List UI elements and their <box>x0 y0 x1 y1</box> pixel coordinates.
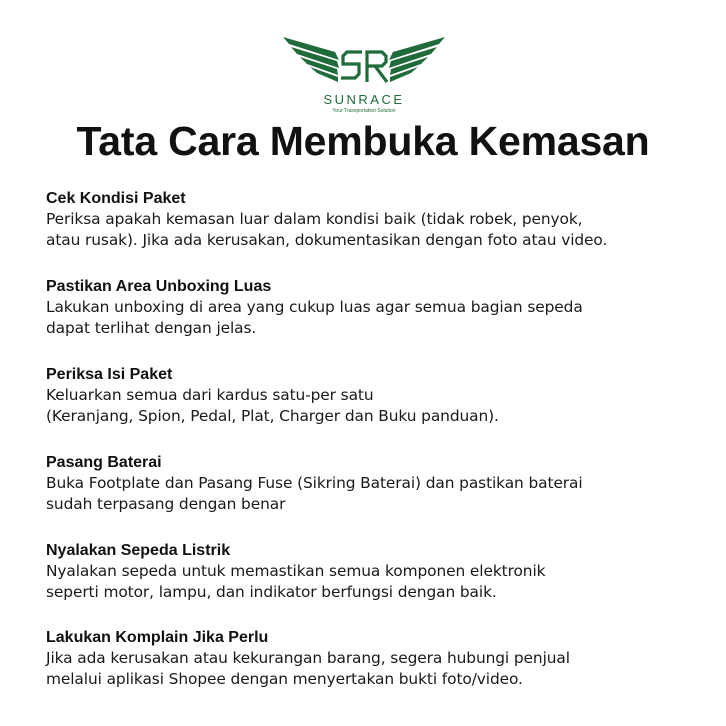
step-line: seperti motor, lampu, dan indikator berfungsi dengan baik. <box>46 583 497 601</box>
step-heading: Lakukan Komplain Jika Perlu <box>46 629 269 646</box>
brand-name: SUNRACE <box>323 92 405 107</box>
step-pastikan-area-unboxing <box>46 276 706 339</box>
step-line: melalui aplikasi Shopee dengan menyertakan bukti foto/video. <box>46 670 523 688</box>
step-line: Keluarkan semua dari kardus satu-per satu <box>46 386 374 404</box>
step-heading: Pastikan Area Unboxing Luas <box>46 278 272 295</box>
step-line: (Keranjang, Spion, Pedal, Plat, Charger dan Buku panduan). <box>46 407 499 425</box>
step-cek-kondisi-paket <box>46 188 706 251</box>
step-line: sudah terpasang dengan benar <box>46 495 286 513</box>
step-line: Nyalakan sepeda untuk memastikan semua komponen elektronik <box>46 562 546 580</box>
step-line: Buka Footplate dan Pasang Fuse (Sikring Baterai) dan pastikan baterai <box>46 474 583 492</box>
brand-tagline: Your Trasnportation Solution <box>332 108 396 114</box>
step-line: atau rusak). Jika ada kerusakan, dokumentasikan dengan foto atau video. <box>46 231 608 249</box>
step-heading: Pasang Baterai <box>46 454 162 471</box>
winged-logo-icon <box>283 34 445 94</box>
page-title: Tata Cara Membuka Kemasan <box>76 118 650 164</box>
step-line: dapat terlihat dengan jelas. <box>46 319 257 337</box>
step-line: Jika ada kerusakan atau kekurangan barang, segera hubungi penjual <box>46 649 570 667</box>
step-line: Periksa apakah kemasan luar dalam kondisi baik (tidak robek, penyok, <box>46 210 583 228</box>
step-heading: Nyalakan Sepeda Listrik <box>46 542 231 559</box>
step-periksa-isi-paket <box>46 364 706 427</box>
step-heading: Cek Kondisi Paket <box>46 190 186 207</box>
step-nyalakan-sepeda <box>46 540 706 603</box>
step-heading: Periksa Isi Paket <box>46 366 173 383</box>
step-lakukan-komplain <box>46 627 706 690</box>
step-line: Lakukan unboxing di area yang cukup luas agar semua bagian sepeda <box>46 298 583 316</box>
step-pasang-baterai <box>46 452 706 515</box>
